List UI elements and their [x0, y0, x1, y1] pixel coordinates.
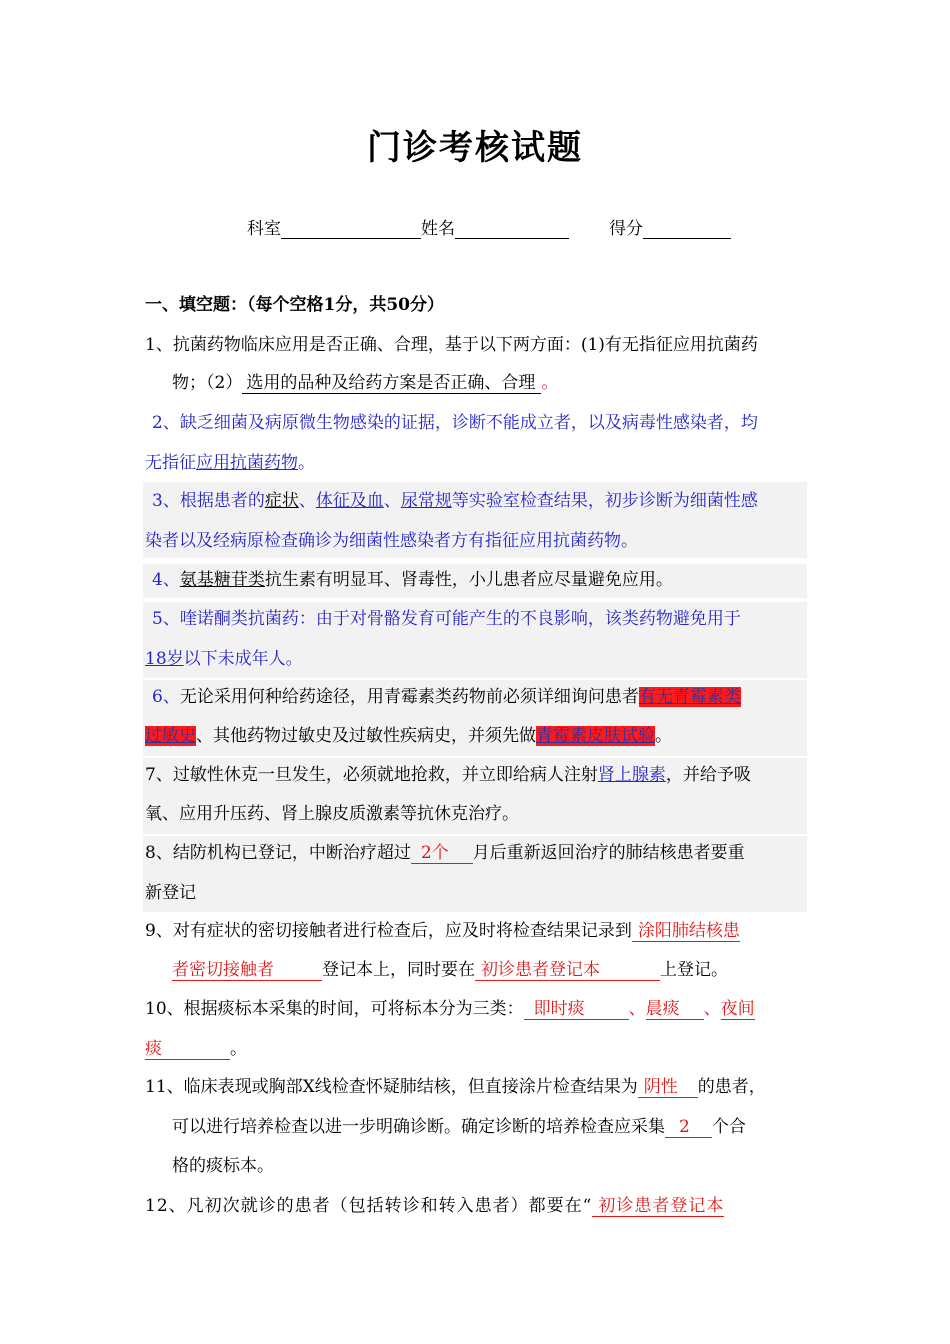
answer-blank: 尿常规	[400, 491, 452, 511]
answer-blank: 肾上腺素	[597, 765, 666, 785]
score-label: 得分	[609, 219, 643, 239]
answer-blank: 者密切接触者	[172, 960, 322, 981]
answer-blank: 应用抗菌药物	[196, 453, 298, 473]
answer-blank: 晨痰	[646, 999, 704, 1020]
answer-blank: 体征及血	[315, 491, 384, 511]
answer-highlight: 青霉素皮肤试验	[536, 726, 655, 746]
dept-label: 科室	[247, 219, 281, 239]
answer-highlight: 有无青霉素类	[638, 687, 741, 707]
answer-blank: 阴性	[638, 1077, 698, 1098]
answer-blank: 夜间	[720, 999, 755, 1019]
score-blank[interactable]	[643, 218, 731, 239]
answer-blank: 2个	[411, 843, 473, 864]
answer-blank: 初诊患者登记本	[592, 1196, 724, 1217]
dept-blank[interactable]	[281, 218, 421, 239]
answer-blank: 18岁	[145, 649, 184, 669]
answer-blank: 症状	[264, 491, 299, 511]
answer-blank: 痰	[145, 1039, 230, 1060]
answer-blank: 涂阳肺结核患	[632, 921, 740, 942]
answer-highlight: 过敏史	[145, 726, 196, 746]
page-title: 门诊考核试题	[367, 128, 583, 168]
name-label: 姓名	[421, 219, 455, 239]
header-fields	[247, 214, 731, 239]
answer-blank: 初诊患者登记本	[475, 960, 660, 981]
answer-blank: 即时痰	[524, 999, 629, 1020]
answer-blank: 氨基糖苷类	[179, 570, 265, 590]
answer-blank: 2	[665, 1117, 712, 1138]
answer-blank: 选用的品种及给药方案是否正确、合理	[242, 373, 541, 394]
name-blank[interactable]	[455, 218, 569, 239]
